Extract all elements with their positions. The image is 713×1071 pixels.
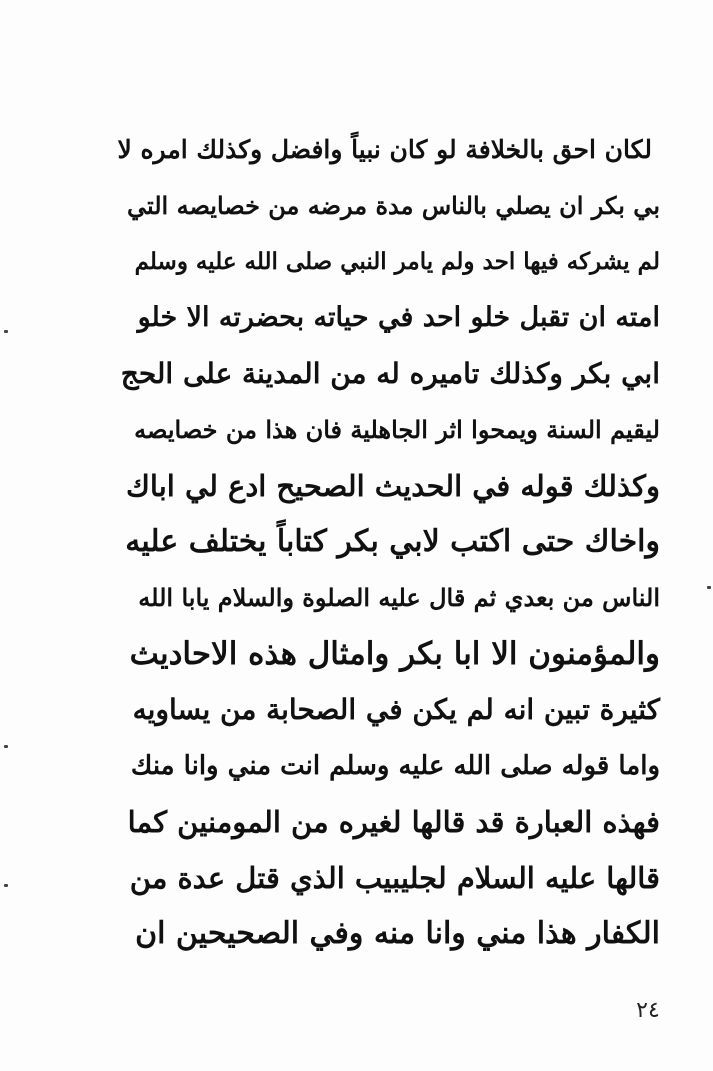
page-number: ٢٤ — [636, 998, 660, 1023]
text-line: واما قوله صلى الله عليه وسلم انت مني وانا منك — [130, 751, 660, 781]
text-line: لم يشركه فيها احد ولم يامر النبي صلى الله عليه وسلم — [134, 248, 660, 275]
text-line: امته ان تقبل خلو احد في حياته بحضرته الا خلو — [137, 302, 660, 333]
text-line: الكفار هذا مني وانا منه وفي الصحيحين ان — [135, 916, 660, 951]
margin-mark — [4, 884, 8, 887]
text-line: لكان احق بالخلافة لو كان نبياً وافضل وكذلك امره لا — [117, 135, 652, 164]
text-line: قالها عليه السلام لجليبيب الذي قتل عدة من — [129, 861, 660, 895]
margin-mark — [4, 330, 8, 333]
manuscript-text-block — [117, 122, 660, 962]
margin-mark — [707, 586, 711, 589]
text-line: كثيرة تبين انه لم يكن في الصحابة من يساويه — [132, 693, 660, 726]
text-line: واخاك حتى اكتب لابي بكر كتاباً يختلف عليه — [125, 524, 660, 559]
text-line: ابي بكر وكذلك تاميره له من المدينة على الحج — [120, 357, 660, 390]
text-line: وكذلك قوله في الحديث الصحيح ادع لي اباك — [125, 469, 660, 503]
text-line: ليقيم السنة ويمحوا اثر الجاهلية فان هذا من خصايصه — [134, 415, 660, 444]
text-line: فهذه العبارة قد قالها لغيره من المومنين كما — [127, 805, 660, 839]
text-line: بي بكر ان يصلي بالناس مدة مرضه من خصايصه التي — [127, 191, 660, 220]
text-line: الناس من بعدي ثم قال عليه الصلوة والسلام يابا الله — [138, 583, 660, 612]
margin-mark — [4, 745, 8, 748]
text-line: والمؤمنون الا ابا بكر وامثال هذه الاحاديث — [129, 636, 660, 672]
